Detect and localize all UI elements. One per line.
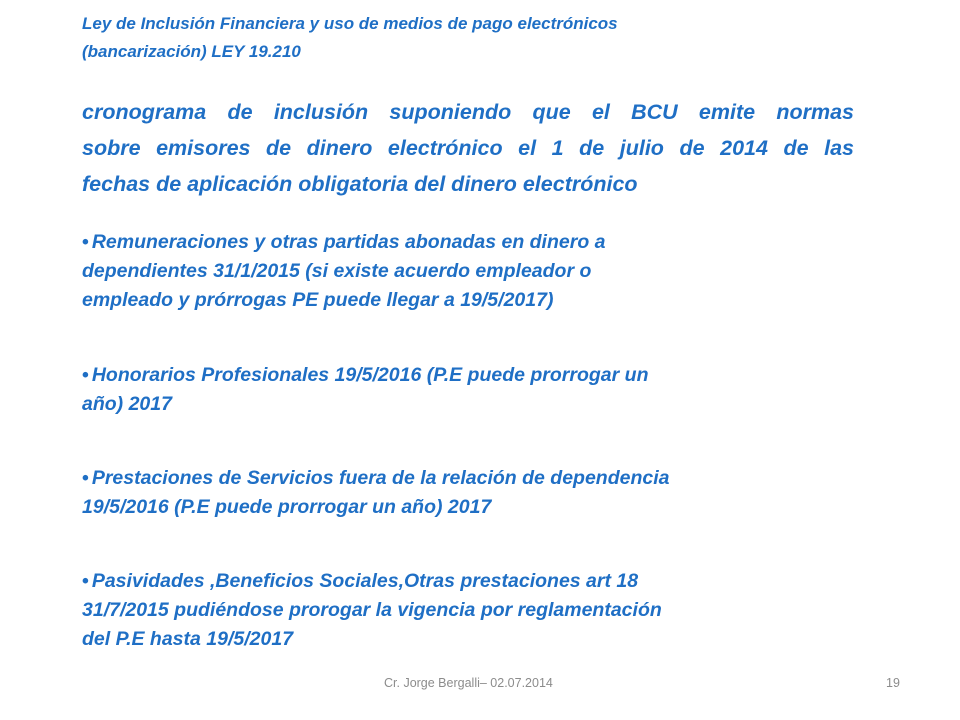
bullet-icon: • <box>82 570 89 592</box>
bullet-text-line: empleado y prórrogas PE puede llegar a 19/5/2017) <box>82 289 554 311</box>
slide-title <box>82 10 842 66</box>
page-number: 19 <box>886 676 900 690</box>
bullet-text-line: 31/7/2015 pudiéndose prorogar la vigencia por reglamentación <box>82 599 662 621</box>
footer-author: Cr. Jorge Bergalli– 02.07.2014 <box>384 676 553 690</box>
subtitle-line-2: sobre emisores de dinero electrónico el 1 de julio de 2014 de las <box>82 136 854 160</box>
bullet-text-line: Prestaciones de Servicios fuera de la relación de dependencia <box>91 467 670 489</box>
bullet-icon: • <box>82 467 89 489</box>
slide-subtitle <box>82 94 854 202</box>
subtitle-line-3: fechas de aplicación obligatoria del dinero electrónico <box>82 172 638 196</box>
bullet-item-pasividades <box>82 567 862 654</box>
slide-title-line-2: (bancarización) LEY 19.210 <box>82 42 301 61</box>
bullet-text-line: dependientes 31/1/2015 (si existe acuerdo empleador o <box>82 260 592 282</box>
bullet-text-line: 19/5/2016 (P.E puede prorrogar un año) 2017 <box>82 496 492 518</box>
slide-footer <box>0 676 960 696</box>
bullet-item-prestaciones <box>82 464 862 522</box>
bullet-icon: • <box>82 364 89 386</box>
bullet-text-line: Pasividades ,Beneficios Sociales,Otras prestaciones art 18 <box>91 570 639 592</box>
bullet-text-line: del P.E hasta 19/5/2017 <box>82 628 294 650</box>
bullet-icon: • <box>82 231 89 253</box>
bullet-text-line: año) 2017 <box>82 393 172 415</box>
bullet-item-remuneraciones <box>82 228 862 315</box>
bullet-item-honorarios <box>82 361 862 419</box>
bullet-text-line: Remuneraciones y otras partidas abonadas en dinero a <box>91 231 606 253</box>
slide-title-line-1: Ley de Inclusión Financiera y uso de medios de pago electrónicos <box>82 14 618 33</box>
subtitle-line-1: cronograma de inclusión suponiendo que el BCU emite normas <box>82 100 854 124</box>
bullet-text-line: Honorarios Profesionales 19/5/2016 (P.E puede prorrogar un <box>91 364 649 386</box>
